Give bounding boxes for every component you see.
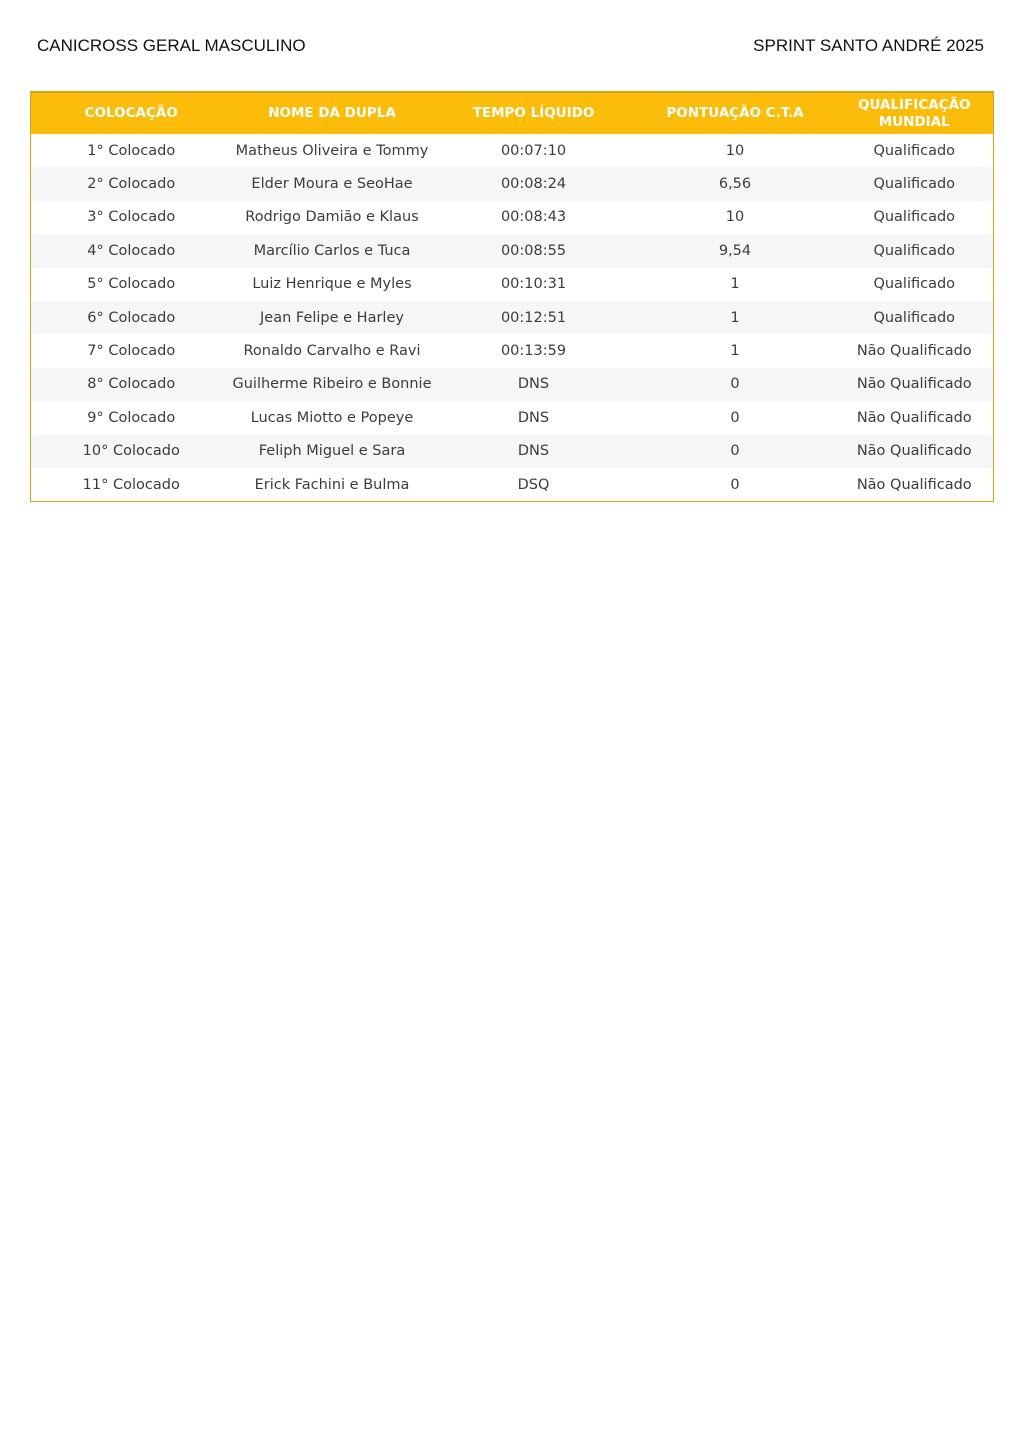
- qualification-cell: Não Qualificado: [856, 476, 972, 493]
- column-header-placement: COLOCAÇÃO: [31, 92, 232, 134]
- table-header: [31, 92, 994, 134]
- net-time-cell: DNS: [517, 443, 550, 460]
- net-time-cell: 00:08:43: [500, 209, 567, 226]
- qualification-cell: Não Qualificado: [856, 443, 972, 460]
- net-time-cell: 00:08:24: [500, 176, 567, 193]
- pair-name-cell: Ronaldo Carvalho e Ravi: [243, 343, 421, 360]
- pair-name-cell: Matheus Oliveira e Tommy: [235, 142, 429, 159]
- column-header-cta-score: PONTUAÇÃO C.T.A: [635, 92, 836, 134]
- category-title: CANICROSS GERAL MASCULINO: [37, 36, 306, 55]
- pair-name-cell: Feliph Miguel e Sara: [258, 443, 406, 460]
- net-time-cell: DNS: [517, 409, 550, 426]
- qualification-cell: Qualificado: [873, 242, 956, 259]
- results-table: [30, 91, 994, 502]
- qualification-cell: Não Qualificado: [856, 409, 972, 426]
- cta-score-cell: 0: [730, 409, 740, 426]
- cta-score-cell: 10: [725, 209, 745, 226]
- cta-score-cell: 10: [725, 142, 745, 159]
- pair-name-cell: Lucas Miotto e Popeye: [250, 409, 414, 426]
- cta-score-cell: 9,54: [718, 242, 752, 259]
- cta-score-cell: 1: [730, 343, 740, 360]
- table-row: [31, 301, 994, 334]
- table-row: [31, 435, 994, 468]
- table-row: [31, 234, 994, 267]
- table-row: [31, 167, 994, 200]
- qualification-cell: Qualificado: [873, 309, 956, 326]
- pair-name-cell: Jean Felipe e Harley: [260, 309, 404, 326]
- table-row: [31, 201, 994, 234]
- table-body: [31, 134, 994, 502]
- qualification-cell: Qualificado: [873, 276, 956, 293]
- table-row: [31, 468, 994, 502]
- placement-cell: 10° Colocado: [82, 443, 180, 460]
- qualification-cell: Qualificado: [873, 209, 956, 226]
- table-row: [31, 134, 994, 167]
- cta-score-cell: 0: [730, 476, 740, 493]
- cta-score-cell: 6,56: [718, 176, 752, 193]
- pair-name-cell: Erick Fachini e Bulma: [254, 476, 410, 493]
- placement-cell: 4° Colocado: [87, 242, 176, 259]
- table-row: [31, 334, 994, 367]
- placement-cell: 1° Colocado: [87, 142, 176, 159]
- qualification-cell: Não Qualificado: [856, 376, 972, 393]
- column-header-world-qualification: QUALIFICAÇÃO MUNDIAL: [836, 92, 994, 134]
- net-time-cell: DSQ: [517, 476, 550, 493]
- placement-cell: 6° Colocado: [87, 309, 176, 326]
- pair-name-cell: Guilherme Ribeiro e Bonnie: [232, 376, 432, 393]
- qualification-cell: Qualificado: [873, 176, 956, 193]
- pair-name-cell: Marcílio Carlos e Tuca: [253, 242, 411, 259]
- cta-score-cell: 1: [730, 309, 740, 326]
- placement-cell: 2° Colocado: [87, 176, 176, 193]
- net-time-cell: 00:12:51: [500, 309, 567, 326]
- pair-name-cell: Elder Moura e SeoHae: [251, 176, 413, 193]
- pair-name-cell: Rodrigo Damião e Klaus: [245, 209, 419, 226]
- page-header: [37, 36, 984, 56]
- cta-score-cell: 0: [730, 443, 740, 460]
- pair-name-cell: Luiz Henrique e Myles: [252, 276, 412, 293]
- net-time-cell: DNS: [517, 376, 550, 393]
- placement-cell: 8° Colocado: [87, 376, 176, 393]
- table-header-row: [31, 92, 994, 134]
- cta-score-cell: 1: [730, 276, 740, 293]
- placement-cell: 3° Colocado: [87, 209, 176, 226]
- placement-cell: 5° Colocado: [87, 276, 176, 293]
- event-title: SPRINT SANTO ANDRÉ 2025: [753, 36, 984, 55]
- cta-score-cell: 0: [730, 376, 740, 393]
- placement-cell: 11° Colocado: [82, 476, 180, 493]
- net-time-cell: 00:08:55: [500, 242, 567, 259]
- table-row: [31, 401, 994, 434]
- qualification-cell: Não Qualificado: [856, 343, 972, 360]
- placement-cell: 7° Colocado: [87, 343, 176, 360]
- column-header-pair-name: NOME DA DUPLA: [232, 92, 433, 134]
- qualification-cell: Qualificado: [873, 142, 956, 159]
- net-time-cell: 00:10:31: [500, 276, 567, 293]
- column-header-net-time: TEMPO LÍQUIDO: [433, 92, 635, 134]
- table-row: [31, 268, 994, 301]
- placement-cell: 9° Colocado: [87, 409, 176, 426]
- net-time-cell: 00:07:10: [500, 142, 567, 159]
- net-time-cell: 00:13:59: [500, 343, 567, 360]
- table-row: [31, 368, 994, 401]
